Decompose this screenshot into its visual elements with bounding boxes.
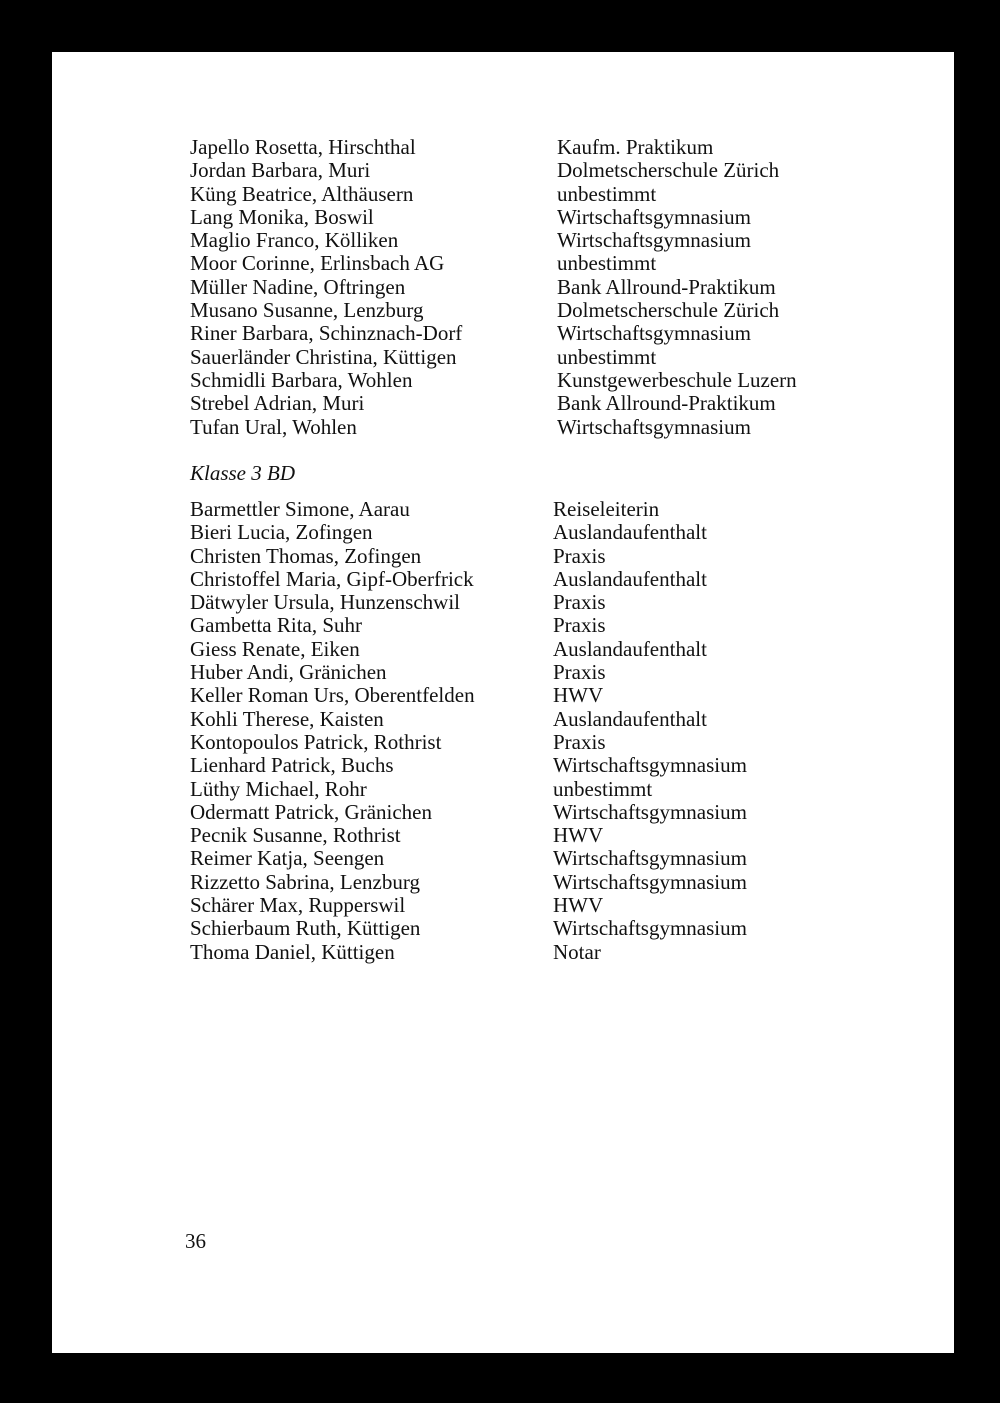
list-item bbox=[190, 871, 830, 894]
student-destination: Wirtschaftsgymnasium bbox=[553, 846, 747, 871]
list-item bbox=[190, 183, 830, 206]
student-destination: Reiseleiterin bbox=[553, 497, 660, 521]
student-destination: Praxis bbox=[553, 590, 606, 615]
list-item bbox=[190, 276, 830, 299]
student-destination: HWV bbox=[553, 893, 604, 918]
list-item bbox=[190, 545, 830, 568]
student-name: Gambetta Rita, Suhr bbox=[190, 613, 363, 638]
student-destination: unbestimmt bbox=[553, 776, 653, 801]
student-destination: Dolmetscherschule Zürich bbox=[557, 298, 780, 323]
list-item bbox=[190, 322, 830, 345]
student-name: Keller Roman Urs, Oberentfelden bbox=[190, 683, 475, 708]
student-name: Jordan Barbara, Muri bbox=[190, 158, 371, 183]
student-destination: Notar bbox=[553, 939, 601, 964]
student-destination: HWV bbox=[553, 823, 604, 848]
student-name: Barmettler Simone, Aarau bbox=[190, 497, 410, 521]
student-name: Japello Rosetta, Hirschthal bbox=[190, 135, 416, 159]
student-name: Lüthy Michael, Rohr bbox=[190, 776, 367, 801]
student-name: Rizzetto Sabrina, Lenzburg bbox=[190, 869, 420, 894]
student-name: Küng Beatrice, Althäusern bbox=[190, 181, 414, 206]
student-name: Odermatt Patrick, Gränichen bbox=[190, 799, 432, 824]
list-item bbox=[190, 824, 830, 847]
list-item bbox=[190, 847, 830, 870]
student-destination: Auslandaufenthalt bbox=[553, 706, 707, 731]
section-heading: Klasse 3 BD bbox=[190, 461, 295, 485]
student-destination: Praxis bbox=[553, 613, 606, 638]
student-destination: Praxis bbox=[553, 729, 606, 754]
student-name: Schmidli Barbara, Wohlen bbox=[190, 367, 413, 392]
list-item bbox=[190, 591, 830, 614]
student-name: Kontopoulos Patrick, Rothrist bbox=[190, 729, 442, 754]
list-item bbox=[190, 369, 830, 392]
student-name: Moor Corinne, Erlinsbach AG bbox=[190, 251, 445, 276]
list-item bbox=[190, 136, 830, 159]
student-destination: HWV bbox=[553, 683, 604, 708]
class-list-3bd bbox=[190, 498, 830, 964]
list-item bbox=[190, 568, 830, 591]
student-name: Maglio Franco, Kölliken bbox=[190, 228, 399, 253]
student-destination: Auslandaufenthalt bbox=[553, 520, 707, 545]
list-item bbox=[190, 661, 830, 684]
student-name: Sauerländer Christina, Küttigen bbox=[190, 344, 457, 369]
list-item bbox=[190, 229, 830, 252]
list-item bbox=[190, 614, 830, 637]
list-item bbox=[190, 638, 830, 661]
list-item bbox=[190, 754, 830, 777]
list-item bbox=[190, 894, 830, 917]
list-item bbox=[190, 917, 830, 940]
list-item bbox=[190, 941, 830, 964]
student-destination: Wirtschaftsgymnasium bbox=[553, 753, 747, 778]
student-name: Lienhard Patrick, Buchs bbox=[190, 753, 394, 778]
page-content bbox=[52, 52, 954, 1353]
student-name: Thoma Daniel, Küttigen bbox=[190, 939, 395, 964]
student-destination: Kunstgewerbeschule Luzern bbox=[557, 367, 797, 392]
student-name: Strebel Adrian, Muri bbox=[190, 391, 365, 416]
page-number: 36 bbox=[185, 1229, 206, 1253]
student-name: Kohli Therese, Kaisten bbox=[190, 706, 384, 731]
list-item bbox=[190, 159, 830, 182]
student-destination: Wirtschaftsgymnasium bbox=[557, 204, 751, 229]
student-destination: unbestimmt bbox=[557, 181, 657, 206]
student-name: Dätwyler Ursula, Hunzenschwil bbox=[190, 590, 461, 615]
student-destination: Praxis bbox=[553, 543, 606, 568]
student-destination: Wirtschaftsgymnasium bbox=[557, 414, 751, 439]
student-destination: Wirtschaftsgymnasium bbox=[557, 228, 751, 253]
student-destination: Wirtschaftsgymnasium bbox=[553, 916, 747, 941]
student-name: Tufan Ural, Wohlen bbox=[190, 414, 357, 439]
student-destination: Wirtschaftsgymnasium bbox=[553, 799, 747, 824]
list-item bbox=[190, 206, 830, 229]
list-item bbox=[190, 498, 830, 521]
student-name: Riner Barbara, Schinznach-Dorf bbox=[190, 321, 463, 346]
class-list-continued bbox=[190, 136, 830, 439]
list-item bbox=[190, 252, 830, 275]
list-item bbox=[190, 392, 830, 415]
student-destination: unbestimmt bbox=[557, 251, 657, 276]
student-destination: Wirtschaftsgymnasium bbox=[553, 869, 747, 894]
student-destination: Auslandaufenthalt bbox=[553, 636, 707, 661]
student-name: Musano Susanne, Lenzburg bbox=[190, 298, 424, 323]
student-destination: Bank Allround-Praktikum bbox=[557, 391, 776, 416]
list-item bbox=[190, 801, 830, 824]
student-name: Bieri Lucia, Zofingen bbox=[190, 520, 373, 545]
student-destination: Wirtschaftsgymnasium bbox=[557, 321, 751, 346]
student-name: Schierbaum Ruth, Küttigen bbox=[190, 916, 421, 941]
student-name: Müller Nadine, Oftringen bbox=[190, 274, 406, 299]
list-item bbox=[190, 684, 830, 707]
list-item bbox=[190, 521, 830, 544]
document-page bbox=[52, 52, 954, 1353]
list-item bbox=[190, 299, 830, 322]
student-destination: Praxis bbox=[553, 660, 606, 685]
student-name: Lang Monika, Boswil bbox=[190, 204, 374, 229]
list-item bbox=[190, 416, 830, 439]
student-name: Christoffel Maria, Gipf-Oberfrick bbox=[190, 566, 474, 591]
student-name: Christen Thomas, Zofingen bbox=[190, 543, 422, 568]
student-destination: Dolmetscherschule Zürich bbox=[557, 158, 780, 183]
student-destination: unbestimmt bbox=[557, 344, 657, 369]
student-destination: Auslandaufenthalt bbox=[553, 566, 707, 591]
list-item bbox=[190, 778, 830, 801]
list-item bbox=[190, 708, 830, 731]
student-name: Giess Renate, Eiken bbox=[190, 636, 360, 661]
student-destination: Kaufm. Praktikum bbox=[557, 135, 714, 159]
list-item bbox=[190, 731, 830, 754]
student-destination: Bank Allround-Praktikum bbox=[557, 274, 776, 299]
student-name: Schärer Max, Rupperswil bbox=[190, 893, 406, 918]
student-name: Reimer Katja, Seengen bbox=[190, 846, 385, 871]
student-name: Huber Andi, Gränichen bbox=[190, 660, 387, 685]
student-name: Pecnik Susanne, Rothrist bbox=[190, 823, 401, 848]
list-item bbox=[190, 346, 830, 369]
